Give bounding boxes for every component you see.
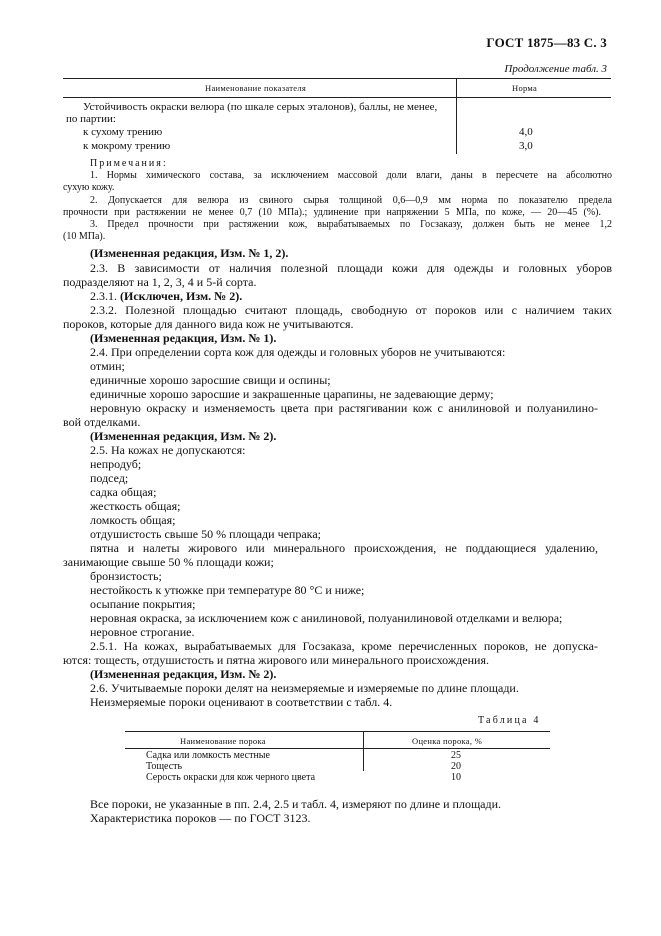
list-item-cont: вой отделками. — [63, 415, 141, 429]
note-2: 2. Допускается для велюра из свиного сырья толщиной 0,6—0,9 мм норма по показателю предела — [90, 195, 612, 206]
list-item: неровное строгание. — [90, 625, 195, 639]
note-2-cont: прочности при растяжении не менее 0,7 (10 МПа).; удлинение при напряжении 5 МПа, по коже, — 20—45 (%). — [63, 207, 601, 218]
clause-2-3-2-cont: пороков, которые для данного вида кож не учитываются. — [63, 317, 354, 331]
note-1-cont: сухую кожу. — [63, 182, 115, 193]
table-4-row-value: 25 — [451, 750, 461, 761]
table-4-row-value: 10 — [451, 772, 461, 783]
list-item: подсед; — [90, 471, 129, 485]
list-item: единичные хорошо заросшие свищи и оспины; — [90, 373, 331, 387]
list-item: неровную окраску и изменяемость цвета при растягивании кож с анилиновой и полуанилино- — [90, 401, 598, 415]
amendment-note: (Измененная редакция, Изм. № 1). — [90, 331, 277, 345]
list-item: ломкость общая; — [90, 513, 176, 527]
amendment-note: (Измененная редакция, Изм. № 2). — [90, 667, 277, 681]
list-item: жесткость общая; — [90, 499, 181, 513]
clause-2-5-1: 2.5.1. На кожах, вырабатываемых для Госзаказа, кроме перечисленных пороков, не допуска- — [90, 639, 598, 653]
table-3-row-wet-label: к мокрому трению — [83, 140, 171, 152]
table-4-col-score-header: Оценка порока, % — [412, 736, 483, 746]
closing-paragraph: Все пороки, не указанные в пп. 2.4, 2.5 и табл. 4, измеряют по длине и площади. — [90, 797, 502, 811]
table-4-row-value: 20 — [451, 761, 461, 772]
table-3-row-dry-label: к сухому трению — [83, 126, 163, 138]
note-1: 1. Нормы химического состава, за исключением массовой доли влаги, даны в пересчете на абсолютно — [90, 170, 612, 181]
list-item: осыпание покрытия; — [90, 597, 196, 611]
list-item: нестойкость к утюжке при температуре 80 °С и ниже; — [90, 583, 365, 597]
table-4-row-name: Тощесть — [146, 761, 183, 772]
closing-paragraph: Характеристика пороков — по ГОСТ 3123. — [90, 811, 311, 825]
list-item: отдушистость свыше 50 % площади чепрака; — [90, 527, 321, 541]
clause-2-3-1-excluded: (Исключен, Изм. № 2). — [120, 289, 243, 303]
clause-2-5-1-cont: ются: тощесть, отдушистость и пятна жирового или минерального происхождения. — [63, 653, 489, 667]
list-item: бронзистость; — [90, 569, 162, 583]
table-3-header-rule — [63, 97, 611, 98]
table-3-row-dry-value: 4,0 — [519, 126, 533, 138]
table-4-caption: Таблица 4 — [478, 715, 541, 726]
clause-2-3-1 — [90, 289, 242, 304]
table-3-col-norm-header: Норма — [512, 83, 538, 93]
table-3-col-indicator-header: Наименование показателя — [205, 83, 307, 93]
amendment-note: (Измененная редакция, Изм. № 1, 2). — [90, 246, 289, 260]
table-4-col-defect-header: Наименование порока — [180, 736, 266, 746]
list-item: садка общая; — [90, 485, 157, 499]
note-3-cont: (10 МПа). — [63, 231, 106, 242]
list-item: отмин; — [90, 359, 125, 373]
clause-2-6-cont: Неизмеряемые пороки оценивают в соответствии с табл. 4. — [90, 695, 393, 709]
table-3-top-rule — [63, 78, 611, 79]
table-4-row-name: Садка или ломкость местные — [146, 750, 270, 761]
clause-2-6: 2.6. Учитываемые пороки делят на неизмеряемые и измеряемые по длине площади. — [90, 681, 519, 695]
clause-2-3-1-number: 2.3.1. — [90, 289, 117, 303]
list-item: непродуб; — [90, 457, 142, 471]
table-3-column-divider — [456, 78, 457, 154]
table-4-column-divider — [363, 731, 364, 771]
amendment-note: (Измененная редакция, Изм. № 2). — [90, 429, 277, 443]
clause-2-3: 2.3. В зависимости от наличия полезной площади кожи для одежды и головных уборов — [90, 261, 612, 275]
notes-title: Примечания: — [90, 158, 168, 169]
table-continuation-label: Продолжение табл. 3 — [504, 63, 607, 75]
page-header: ГОСТ 1875—83 С. 3 — [486, 35, 607, 50]
list-item: единичные хорошо заросшие и закрашенные царапины, не задевающие дерму; — [90, 387, 494, 401]
clause-2-4: 2.4. При определении сорта кож для одежды и головных уборов не учитываются: — [90, 345, 506, 359]
table-3-row-label: Устойчивость окраски велюра (по шкале серых эталонов), баллы, не менее, — [83, 101, 438, 113]
list-item: пятна и налеты жирового или минерального происхождения, не поддающиеся удалению, — [90, 541, 598, 555]
table-4-header-rule — [125, 748, 550, 749]
note-3: 3. Предел прочности при растяжении кож, вырабатываемых по Госзаказу, должен быть не менее 1,2 — [90, 219, 612, 230]
clause-2-3-cont: подразделяют на 1, 2, 3, 4 и 5-й сорта. — [63, 275, 257, 289]
table-4-row-name: Серость окраски для кож черного цвета — [146, 772, 316, 783]
table-4-top-rule — [125, 731, 550, 732]
table-3-row-wet-value: 3,0 — [519, 140, 533, 152]
table-3-row-label-cont: по партии: — [66, 113, 116, 125]
clause-2-5: 2.5. На кожах не допускаются: — [90, 443, 246, 457]
list-item-cont: занимающие свыше 50 % площади кожи; — [63, 555, 274, 569]
clause-2-3-2: 2.3.2. Полезной площадью считают площадь, свободную от пороков или с наличием таких — [90, 303, 612, 317]
list-item: неровная окраска, за исключением кож с анилиновой, полуанилиновой отделками и велюра; — [90, 611, 563, 625]
